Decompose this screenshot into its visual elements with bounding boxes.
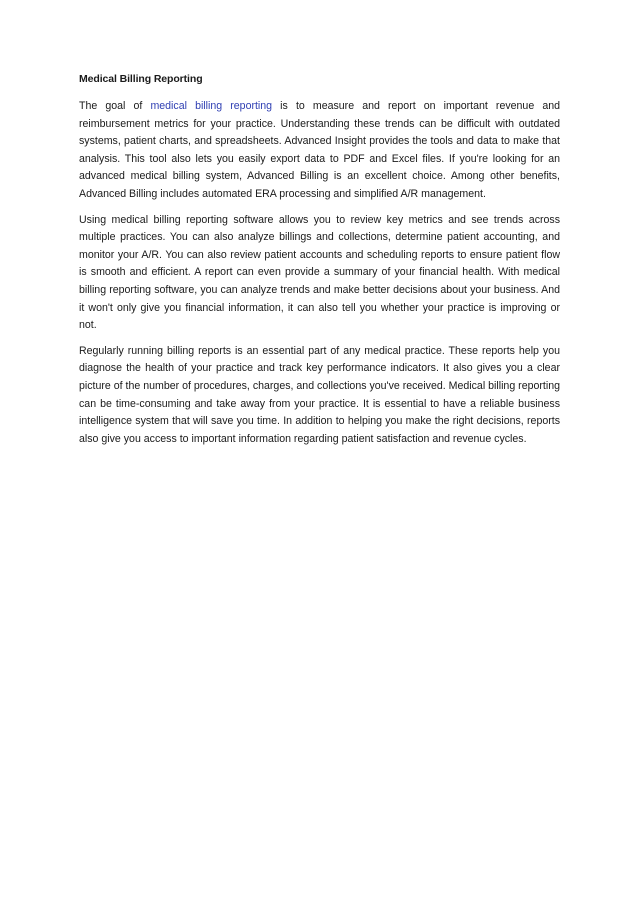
document-title: Medical Billing Reporting	[79, 73, 203, 85]
paragraph-3: Regularly running billing reports is an essential part of any medical practice. These reports help you diagnose the health of your practice and track key performance indicators. It also gives you a clear picture of the number of procedures, charges, and collections you've received. Medical billing reporting can be time-consuming and take away from your practice. It is essential to have a reliable business intelligence system that will save you time. In addition to helping you make the right decisions, reports also give you access to important information regarding patient satisfaction and revenue cycles.	[79, 344, 560, 445]
document-page	[79, 73, 560, 456]
medical-billing-reporting-link[interactable]: medical billing reporting	[150, 100, 273, 112]
paragraph-1	[79, 98, 560, 204]
paragraph-1-body: is to measure and report on important revenue and reimbursement metrics for your practice. Understanding these trends can be difficult with outdated systems, patient charts, and spreadsheets. Advanced Insight provides the tools and data to make that analysis. This tool also lets you easily export data to PDF and Excel files. If you're looking for an advanced medical billing system, Advanced Billing is an excellent choice. Among other benefits, Advanced Billing includes automated ERA processing and simplified A/R management.	[79, 100, 560, 200]
paragraph-1-intro: The goal of	[79, 100, 151, 112]
paragraph-2: Using medical billing reporting software allows you to review key metrics and see trends across multiple practices. You can also analyze billings and collections, determine patient accounting, and monitor your A/R. You can also review patient accounts and scheduling reports to ensure patient flow is smooth and efficient. A report can even provide a summary of your financial health. With medical billing reporting software, you can analyze trends and make better decisions about your business. And it won't only give you financial information, it can also tell you whether your practice is improving or not.	[79, 213, 560, 332]
